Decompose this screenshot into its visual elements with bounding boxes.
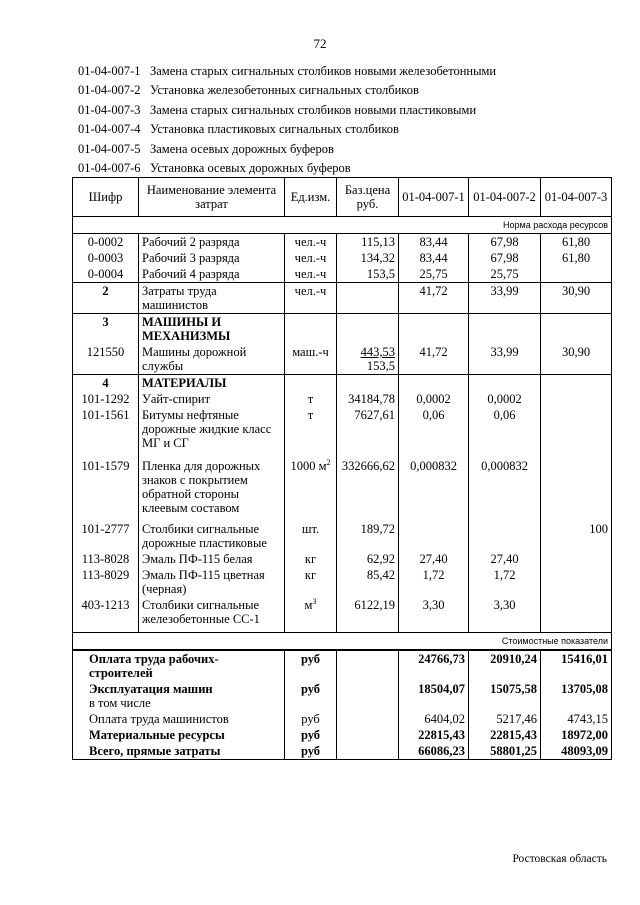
cell-price: 115,13 bbox=[337, 234, 399, 251]
cell-code: 0-0004 bbox=[73, 266, 139, 283]
cell-code: 0-0002 bbox=[73, 234, 139, 251]
cell-name: Рабочий 4 разряда bbox=[139, 266, 285, 283]
cell-code: 101-1579 bbox=[73, 451, 139, 516]
cell-price: 85,42 bbox=[337, 567, 399, 597]
cell-v3: 61,80 bbox=[541, 234, 612, 251]
cell-code: 101-1292 bbox=[73, 391, 139, 407]
cost-v1: 22815,43 bbox=[399, 727, 469, 743]
cell-code: 101-1561 bbox=[73, 407, 139, 451]
table-row bbox=[73, 266, 612, 283]
cell-price: 34184,78 bbox=[337, 391, 399, 407]
cell-price: 7627,61 bbox=[337, 407, 399, 451]
header-price: Баз.цена руб. bbox=[337, 178, 399, 217]
cost-name: Материальные ресурсы bbox=[73, 727, 285, 743]
table-row bbox=[73, 407, 612, 451]
cell-price bbox=[337, 283, 399, 314]
cell-v1: 0,06 bbox=[399, 407, 469, 451]
cell-v2: 67,98 bbox=[469, 234, 541, 251]
code-title: Замена старых сигнальных столбиков новыми железобетонными bbox=[150, 64, 497, 78]
cost-name: Оплата труда рабочих-строителей bbox=[73, 650, 285, 681]
cost-row bbox=[73, 650, 612, 681]
cell-v3: 100 bbox=[541, 516, 612, 551]
cell-v2: 0,000832 bbox=[469, 451, 541, 516]
cell-v3: 30,90 bbox=[541, 344, 612, 375]
header-col1: 01-04-007-1 bbox=[399, 178, 469, 217]
cost-name: Всего, прямые затраты bbox=[73, 743, 285, 760]
cell-price: 134,32 bbox=[337, 250, 399, 266]
cell-v3 bbox=[541, 451, 612, 516]
cost-name-sub: в том числе bbox=[89, 696, 151, 710]
cell-code: 403-1213 bbox=[73, 597, 139, 633]
code-id: 01-04-007-2 bbox=[78, 83, 141, 98]
cell-unit: т bbox=[285, 391, 337, 407]
cell-name: Затраты труда машинистов bbox=[139, 283, 285, 314]
code-id: 01-04-007-5 bbox=[78, 141, 141, 156]
cell-v2 bbox=[469, 516, 541, 551]
header-col2: 01-04-007-2 bbox=[469, 178, 541, 217]
cell-price: 153,5 bbox=[337, 266, 399, 283]
cell-unit: маш.-ч bbox=[285, 344, 337, 375]
code-title: Установка пластиковых сигнальных столбиков bbox=[150, 122, 399, 137]
code-list-item bbox=[78, 81, 496, 100]
cell-v2: 27,40 bbox=[469, 551, 541, 567]
cost-name-main: Эксплуатация машин bbox=[89, 682, 213, 696]
code-list-item bbox=[78, 159, 496, 178]
cell-code: 113-8028 bbox=[73, 551, 139, 567]
cell-code: 4 bbox=[73, 375, 139, 392]
code-id: 01-04-007-6 bbox=[78, 161, 141, 176]
cell-v1: 83,44 bbox=[399, 234, 469, 251]
cost-v1: 24766,73 bbox=[399, 650, 469, 681]
cost-v3: 13705,08 bbox=[541, 681, 612, 711]
cost-unit: руб bbox=[285, 727, 337, 743]
cell-v2: 25,75 bbox=[469, 266, 541, 283]
cell-name: Уайт-спирит bbox=[139, 391, 285, 407]
cell-name: Столбики сигнальные дорожные пластиковые bbox=[139, 516, 285, 551]
code-list-item bbox=[78, 101, 496, 120]
table-row bbox=[73, 451, 612, 516]
cell-code: 121550 bbox=[73, 344, 139, 375]
cell-v3 bbox=[541, 551, 612, 567]
cell-price: 189,72 bbox=[337, 516, 399, 551]
code-list bbox=[78, 62, 496, 178]
cell-unit: т bbox=[285, 407, 337, 451]
cell-unit: чел.-ч bbox=[285, 250, 337, 266]
header-unit: Ед.изм. bbox=[285, 178, 337, 217]
cost-v3: 15416,01 bbox=[541, 650, 612, 681]
cost-v1: 66086,23 bbox=[399, 743, 469, 760]
cost-v2: 15075,58 bbox=[469, 681, 541, 711]
cost-row bbox=[73, 743, 612, 760]
cell-v1: 0,0002 bbox=[399, 391, 469, 407]
cell-v1: 25,75 bbox=[399, 266, 469, 283]
cell-v1: 3,30 bbox=[399, 597, 469, 633]
cell-v3 bbox=[541, 266, 612, 283]
cost-row bbox=[73, 711, 612, 727]
cell-v1: 27,40 bbox=[399, 551, 469, 567]
table-row bbox=[73, 234, 612, 251]
cost-name bbox=[73, 681, 285, 711]
cell-price: 6122,19 bbox=[337, 597, 399, 633]
code-id: 01-04-007-4 bbox=[78, 122, 141, 137]
cost-v2: 5217,46 bbox=[469, 711, 541, 727]
cost-row bbox=[73, 681, 612, 711]
code-title: Замена осевых дорожных буферов bbox=[150, 141, 334, 156]
cost-v1: 6404,02 bbox=[399, 711, 469, 727]
table-row bbox=[73, 391, 612, 407]
code-list-item bbox=[78, 140, 496, 159]
cost-unit: руб bbox=[285, 650, 337, 681]
unit-text: м bbox=[304, 598, 313, 612]
cell-name: Рабочий 2 разряда bbox=[139, 234, 285, 251]
cell-v1: 41,72 bbox=[399, 344, 469, 375]
subheader-cost: Стоимостные показатели bbox=[73, 633, 612, 651]
cell-unit: чел.-ч bbox=[285, 266, 337, 283]
header-code: Шифр bbox=[73, 178, 139, 217]
cell-v3 bbox=[541, 567, 612, 597]
cell-code: 2 bbox=[73, 283, 139, 314]
cell-v2: 33,99 bbox=[469, 283, 541, 314]
cell-v3: 61,80 bbox=[541, 250, 612, 266]
cell-unit: шт. bbox=[285, 516, 337, 551]
unit-exponent: 2 bbox=[326, 457, 331, 467]
cell-v2: 0,0002 bbox=[469, 391, 541, 407]
page-number: 72 bbox=[313, 36, 327, 51]
table-row bbox=[73, 597, 612, 633]
code-list-item bbox=[78, 62, 496, 81]
code-id: 01-04-007-3 bbox=[78, 102, 141, 117]
cell-v1: 41,72 bbox=[399, 283, 469, 314]
cell-unit: чел.-ч bbox=[285, 234, 337, 251]
cost-v3: 48093,09 bbox=[541, 743, 612, 760]
table-row bbox=[73, 551, 612, 567]
cost-v2: 58801,25 bbox=[469, 743, 541, 760]
cost-row bbox=[73, 727, 612, 743]
cell-name: Столбики сигнальные железобетонные СС-1 bbox=[139, 597, 285, 633]
cell-v2: 0,06 bbox=[469, 407, 541, 451]
cost-unit: руб bbox=[285, 743, 337, 760]
cost-v2: 22815,43 bbox=[469, 727, 541, 743]
cost-unit: руб bbox=[285, 711, 337, 727]
cell-name: Рабочий 3 разряда bbox=[139, 250, 285, 266]
cell-v1 bbox=[399, 516, 469, 551]
cell-v2: 3,30 bbox=[469, 597, 541, 633]
cost-v3: 4743,15 bbox=[541, 711, 612, 727]
code-title: Установка железобетонных сигнальных столбиков bbox=[150, 83, 419, 98]
footer-region: Ростовская область bbox=[512, 853, 607, 865]
cost-name: Оплата труда машинистов bbox=[73, 711, 285, 727]
cost-unit: руб bbox=[285, 681, 337, 711]
unit-text: 1000 м bbox=[290, 459, 327, 473]
section-title: МАШИНЫ И МЕХАНИЗМЫ bbox=[139, 314, 285, 345]
price-numerator: 443,53 bbox=[360, 345, 395, 359]
cell-code: 101-2777 bbox=[73, 516, 139, 551]
cell-unit bbox=[285, 451, 337, 516]
cell-v3 bbox=[541, 597, 612, 633]
cost-v3: 18972,00 bbox=[541, 727, 612, 743]
cell-unit: чел.-ч bbox=[285, 283, 337, 314]
table-row bbox=[73, 314, 612, 345]
table-row bbox=[73, 250, 612, 266]
table-row bbox=[73, 344, 612, 375]
table-row bbox=[73, 567, 612, 597]
table-row bbox=[73, 516, 612, 551]
table-row bbox=[73, 283, 612, 314]
cell-price bbox=[337, 344, 399, 375]
cell-v2: 33,99 bbox=[469, 344, 541, 375]
cell-v3 bbox=[541, 407, 612, 451]
cell-name: Пленка для дорожных знаков с покрытием обратной стороны клеевым составом bbox=[139, 451, 285, 516]
cell-price: 332666,62 bbox=[337, 451, 399, 516]
code-title: Замена старых сигнальных столбиков новыми пластиковыми bbox=[150, 102, 477, 117]
cell-v3 bbox=[541, 391, 612, 407]
cell-name: Эмаль ПФ-115 белая bbox=[139, 551, 285, 567]
cell-v1: 1,72 bbox=[399, 567, 469, 597]
table-row bbox=[73, 375, 612, 392]
cell-unit: кг bbox=[285, 567, 337, 597]
header-name: Наименование элемента затрат bbox=[139, 178, 285, 217]
cell-v2: 1,72 bbox=[469, 567, 541, 597]
subheader-norm: Норма расхода ресурсов bbox=[73, 217, 612, 234]
cell-code: 0-0003 bbox=[73, 250, 139, 266]
cell-code: 113-8029 bbox=[73, 567, 139, 597]
cell-code: 3 bbox=[73, 314, 139, 345]
price-denominator: 153,5 bbox=[366, 359, 395, 373]
section-title: МАТЕРИАЛЫ bbox=[139, 375, 285, 392]
resource-table bbox=[72, 177, 612, 760]
unit-exponent: 3 bbox=[312, 596, 317, 606]
cell-price: 62,92 bbox=[337, 551, 399, 567]
cell-unit: кг bbox=[285, 551, 337, 567]
cell-v1: 83,44 bbox=[399, 250, 469, 266]
code-title: Установка осевых дорожных буферов bbox=[150, 161, 351, 176]
cell-unit bbox=[285, 597, 337, 633]
header-col3: 01-04-007-3 bbox=[541, 178, 612, 217]
code-list-item bbox=[78, 120, 496, 139]
cell-name: Машины дорожной службы bbox=[139, 344, 285, 375]
code-id: 01-04-007-1 bbox=[78, 64, 141, 78]
cost-v2: 20910,24 bbox=[469, 650, 541, 681]
cell-v1: 0,000832 bbox=[399, 451, 469, 516]
cost-v1: 18504,07 bbox=[399, 681, 469, 711]
cell-name: Битумы нефтяные дорожные жидкие класс МГ и СГ bbox=[139, 407, 285, 451]
cell-v2: 67,98 bbox=[469, 250, 541, 266]
cell-v3: 30,90 bbox=[541, 283, 612, 314]
table-header-row bbox=[73, 178, 612, 217]
cell-name: Эмаль ПФ-115 цветная (черная) bbox=[139, 567, 285, 597]
